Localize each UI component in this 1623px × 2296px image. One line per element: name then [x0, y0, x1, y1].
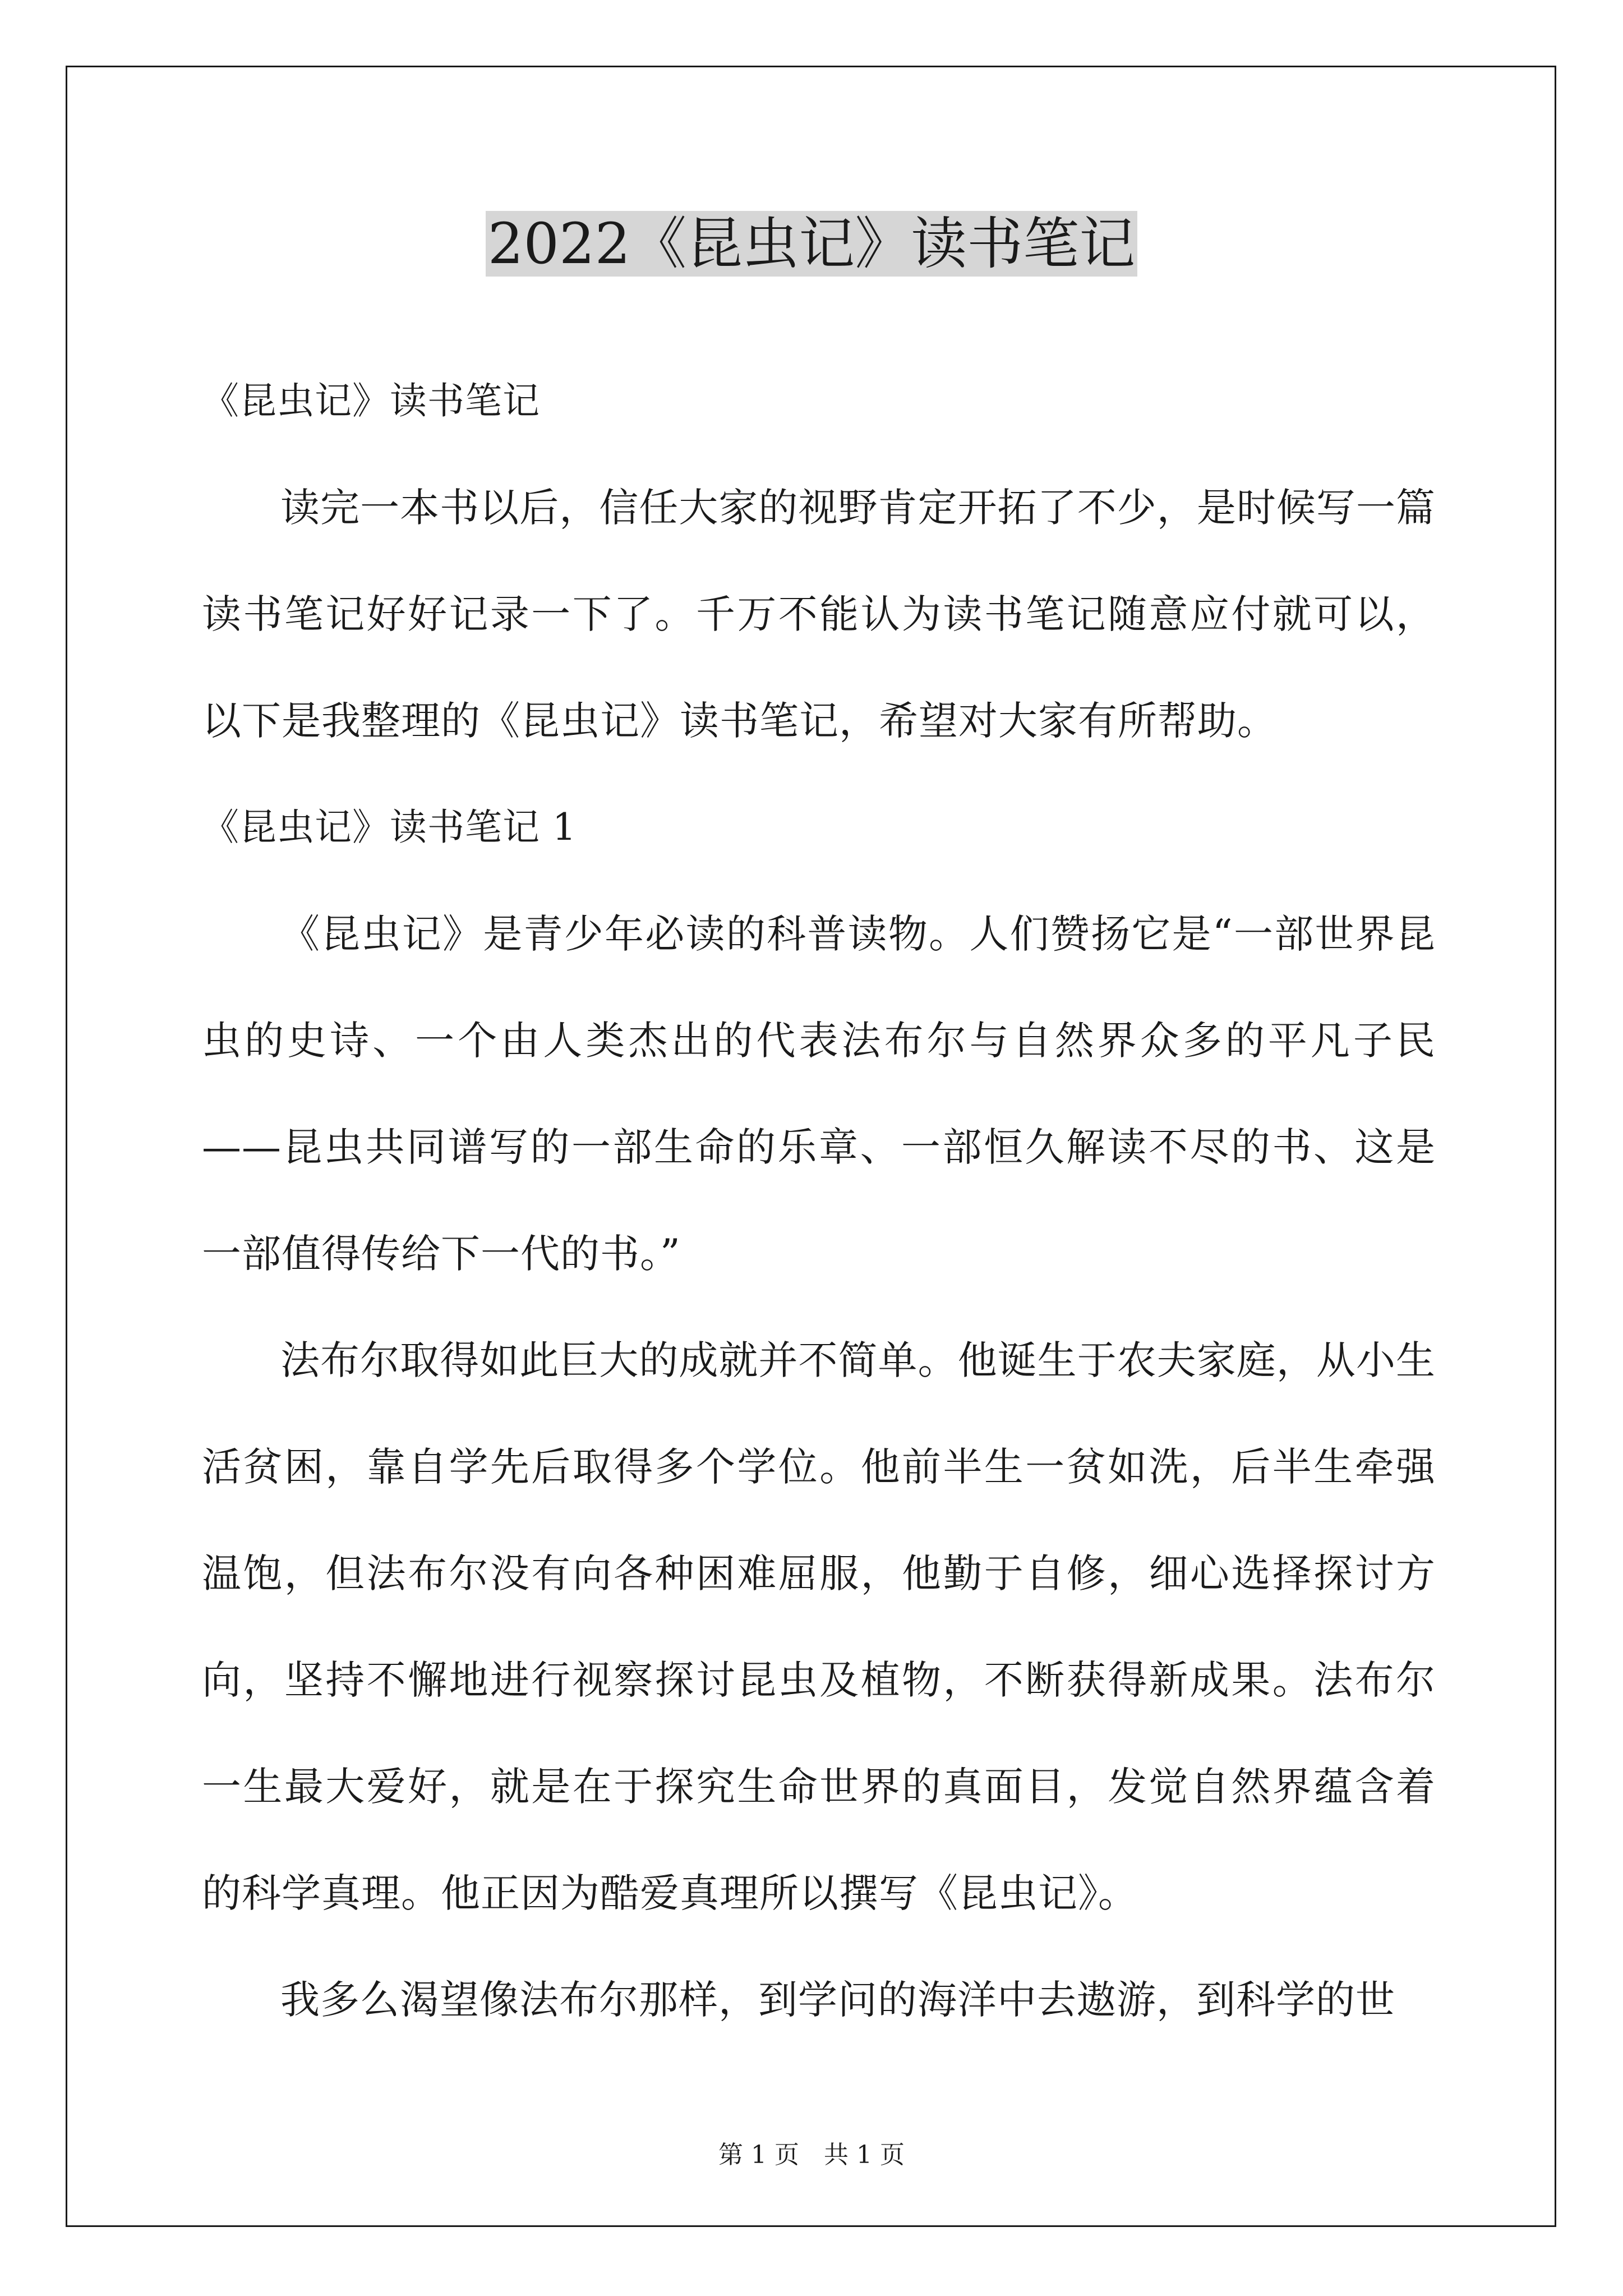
- intro-paragraph: 读完一本书以后，信任大家的视野肯定开拓了不少，是时候写一篇读书笔记好好记录一下了。千万不能认为读书笔记随意应付就可以，以下是我整理的《昆虫记》读书笔记，希望对大家有所帮助。: [202, 485, 1436, 744]
- body-paragraph: 我多么渴望像法布尔那样，到学问的海洋中去遨游，到科学的世: [280, 1977, 1395, 2023]
- document-subtitle: 《昆虫记》读书笔记: [202, 379, 540, 422]
- document-body: [202, 348, 1436, 2053]
- page-footer: 第 1 页 共 1 页: [718, 2141, 905, 2169]
- body-paragraph: 《昆虫记》是青少年必读的科普读物。人们赞扬它是“一部世界昆虫的史诗、一个由人类杰出的代表法布尔与自然界众多的平凡子民——昆虫共同谱写的一部生命的乐章、一部恒久解读不尽的书、这是一部值得传给下一代的书。”: [202, 911, 1436, 1277]
- body-paragraph: 法布尔取得如此巨大的成就并不简单。他诞生于农夫家庭，从小生活贫困，靠自学先后取得多个学位。他前半生一贫如洗，后半生牵强温饱，但法布尔没有向各种困难屈服，他勤于自修，细心选择探讨方向，坚持不懈地进行视察探讨昆虫及植物，不断获得新成果。法布尔一生最大爱好，就是在于探究生命世界的真面目，发觉自然界蕴含着的科学真理。他正因为酷爱真理所以撰写《昆虫记》。: [202, 1337, 1436, 1916]
- section-heading: 《昆虫记》读书笔记 1: [202, 806, 577, 849]
- document-title-text: 2022《昆虫记》读书笔记: [486, 211, 1138, 277]
- document-title: [0, 205, 1623, 283]
